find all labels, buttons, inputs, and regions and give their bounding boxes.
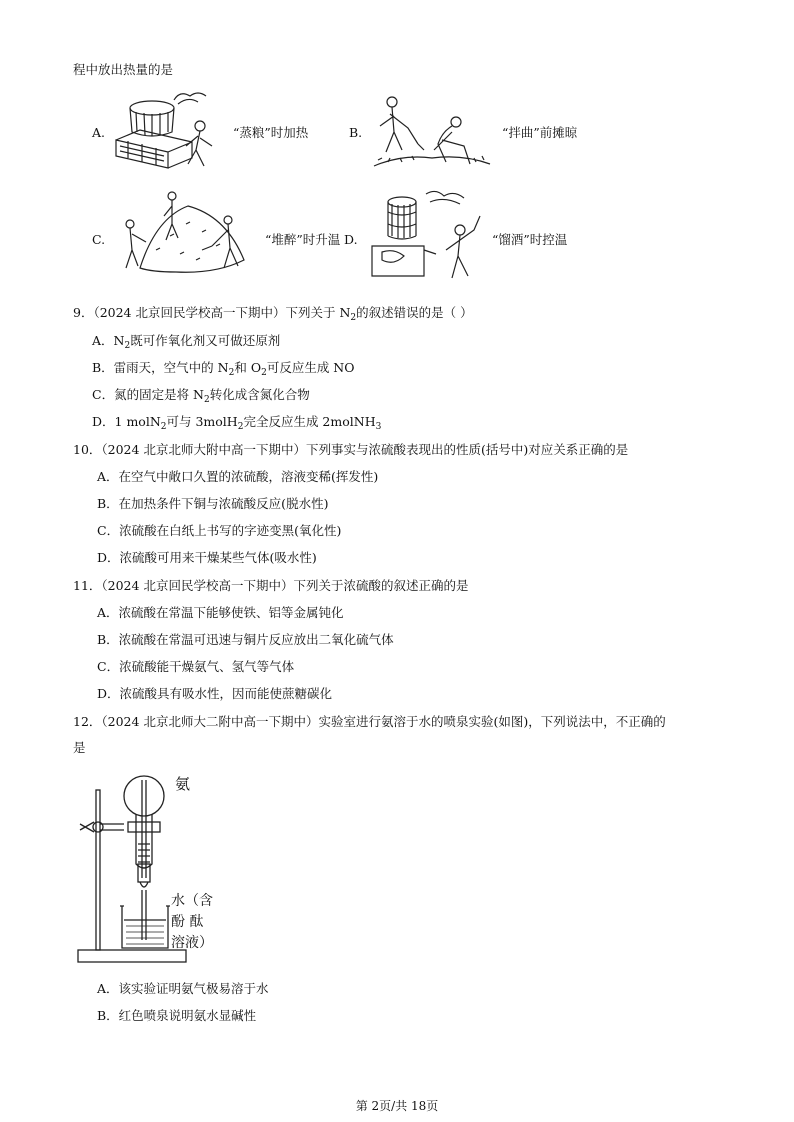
question-11-stem: 11．（2024 北京回民学校高一下期中）下列关于浓硫酸的叙述正确的是 — [73, 578, 469, 593]
spreading-grain-illustration — [372, 92, 494, 174]
steaming-grain-illustration — [108, 88, 224, 172]
question-12-stem-line-2: 是 — [73, 740, 86, 755]
q12-option-a: A．该实验证明氨气极易溶于水 — [97, 981, 269, 996]
piling-grain-illustration — [116, 188, 260, 280]
q8-option-a-letter: A. — [92, 125, 106, 140]
page-footer: 第 2页/共 18页 — [355, 1099, 439, 1113]
q9-option-b: B．雷雨天，空气中的 $N_2$和 $O_2$可反应生成 NO — [92, 360, 355, 378]
figure-label-ammonia: 氨 — [175, 775, 191, 793]
q8-option-d-letter: D. — [344, 232, 358, 247]
ammonia-fountain-apparatus-figure — [76, 770, 256, 968]
q10-option-c: C．浓硫酸在白纸上书写的字迹变黑(氧化性) — [97, 523, 342, 538]
question-9-stem: 9．（2024 北京回民学校高一下期中）下列关于 $N_2$的叙述错误的是（ ） — [73, 305, 473, 323]
figure-label-water-line-1: 水（含 — [171, 893, 213, 909]
q10-option-b: B．在加热条件下铜与浓硫酸反应(脱水性) — [97, 496, 329, 511]
question-12-stem-line-1: 12．（2024 北京北师大二附中高一下期中）实验室进行氨溶于水的喷泉实验(如图)，下列说法中，不正确的 — [73, 714, 666, 729]
question-8-stem-continuation: 程中放出热量的是 — [73, 62, 174, 77]
q8-option-b-caption: “拌曲”前摊晾 — [502, 125, 578, 140]
q8-option-a-caption: “蒸粮”时加热 — [233, 125, 309, 140]
q8-option-d-caption: “馏酒”时控温 — [492, 232, 568, 247]
q9-option-a: A．$N_2$既可作氧化剂又可做还原剂 — [92, 333, 281, 351]
q12-option-b: B．红色喷泉说明氨水显碱性 — [97, 1008, 257, 1023]
q10-option-a: A．在空气中敞口久置的浓硫酸，溶液变稀(挥发性) — [97, 469, 379, 484]
q10-option-d: D．浓硫酸可用来干燥某些气体(吸水性) — [97, 550, 317, 565]
q11-option-d: D．浓硫酸具有吸水性，因而能使蔗糖碳化 — [97, 686, 333, 701]
figure-label-water-line-3: 溶液） — [171, 935, 213, 951]
q8-option-c-letter: C. — [92, 232, 106, 247]
q9-option-c: C．氮的固定是将 $N_2$转化成含氮化合物 — [92, 387, 310, 405]
q8-option-b-letter: B. — [349, 125, 363, 140]
distilling-liquor-illustration — [364, 190, 486, 282]
figure-label-water-line-2: 酚 酞 — [171, 914, 204, 930]
q8-option-c-caption: “堆醉”时升温 — [265, 232, 341, 247]
q11-option-b: B．浓硫酸在常温可迅速与铜片反应放出二氧化硫气体 — [97, 632, 394, 647]
question-10-stem: 10．（2024 北京北师大附中高一下期中）下列事实与浓硫酸表现出的性质(括号中)对应关系正确的是 — [73, 442, 629, 457]
q9-option-d: D．1 molN$_2$可与 3molH$_2$完全反应生成 2molNH$_3$ — [92, 414, 382, 432]
q11-option-c: C．浓硫酸能干燥氨气、氢气等气体 — [97, 659, 295, 674]
q11-option-a: A．浓硫酸在常温下能够使铁、铝等金属钝化 — [97, 605, 344, 620]
